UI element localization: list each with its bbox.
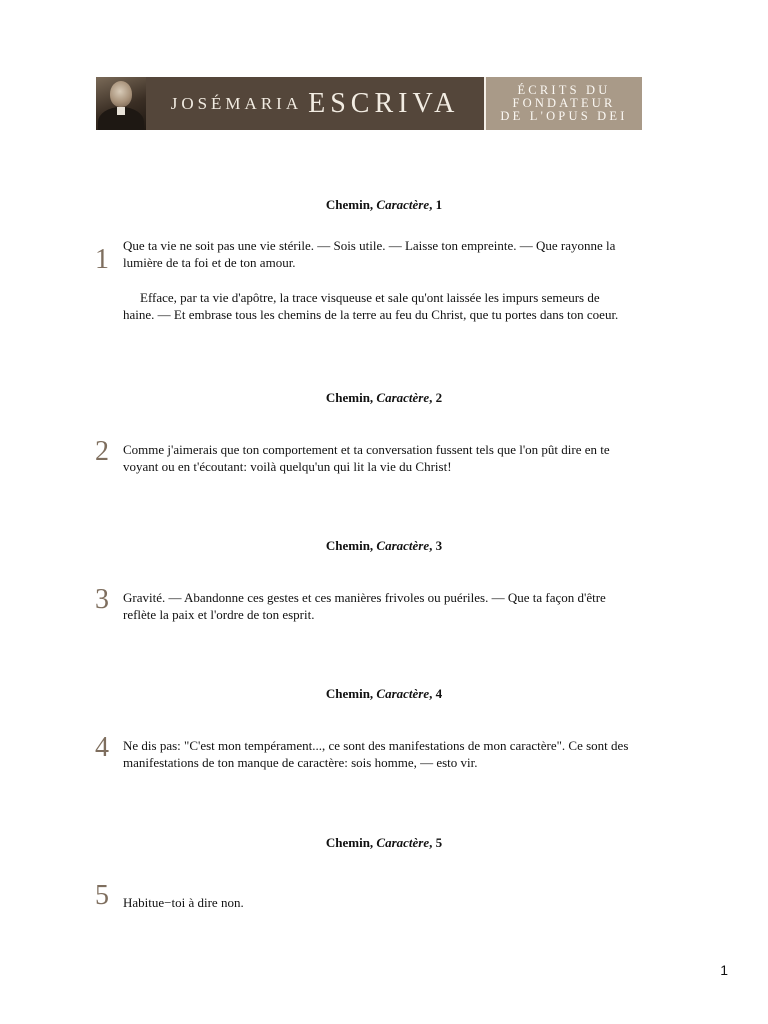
author-portrait (96, 77, 146, 130)
banner-subtitle-line: DE L'OPUS DEI (500, 109, 628, 123)
heading-text: Chemin, (325, 197, 377, 212)
heading-number: , 4 (429, 686, 443, 701)
maxim-number: 3 (95, 584, 109, 615)
maxim-paragraph: Habitue−toi à dire non. (123, 895, 244, 910)
maxim-number: 4 (95, 732, 109, 763)
heading-italic: Caractère (376, 835, 430, 850)
heading-italic: Caractère (376, 197, 430, 212)
author-last-name: ESCRIVA (308, 87, 460, 119)
heading-italic: Caractère (376, 686, 430, 701)
maxim-number: 2 (95, 436, 109, 467)
author-name (146, 77, 486, 130)
author-first-names: JOSÉMARIA (170, 93, 303, 113)
heading-number: , 1 (429, 197, 443, 212)
heading-number: , 2 (429, 390, 443, 405)
heading-italic: Caractère (376, 538, 430, 553)
maxim-paragraph: Ne dis pas: "C'est mon tempérament..., ce sont des manifestations de mon caractère". Ce sont des manifestations de ton manque de caractère: sois homme, — esto vir. (123, 738, 629, 770)
maxim-number: 5 (95, 880, 109, 911)
heading-italic: Caractère (376, 390, 430, 405)
heading-text: Chemin, (325, 538, 377, 553)
banner-subtitle-line: FONDATEUR (512, 96, 616, 110)
maxim-paragraph: Comme j'aimerais que ton comportement et ta conversation fussent tels que l'on pût dire en te voyant ou en t'écoutant: voilà quelqu'un qui lit la vie du Christ! (123, 442, 610, 474)
heading-text: Chemin, (325, 835, 377, 850)
maxim-paragraph: Que ta vie ne soit pas une vie stérile. — Sois utile. — Laisse ton empreinte. — Que rayonne la lumière de ta foi et de ton amour. (123, 238, 616, 270)
maxim-paragraph: Gravité. — Abandonne ces gestes et ces manières frivoles ou puériles. — Que ta façon d'être reflète la paix et l'ordre de ton esprit. (123, 590, 606, 622)
maxim-number: 1 (95, 244, 109, 275)
heading-text: Chemin, (325, 686, 377, 701)
section-heading (0, 686, 768, 702)
section-heading (0, 538, 768, 554)
header-banner (96, 77, 642, 130)
section-heading (0, 835, 768, 851)
page-number: 1 (720, 962, 728, 978)
maxim-paragraph: Efface, par ta vie d'apôtre, la trace visqueuse et sale qu'ont laissée les impurs semeurs de haine. — Et embrase tous les chemins de la terre au feu du Christ, que tu portes dans ton coeur. (123, 290, 619, 322)
heading-number: , 3 (429, 538, 443, 553)
banner-subtitle-line: ÉCRITS DU (517, 83, 611, 97)
section-heading (0, 390, 768, 406)
heading-text: Chemin, (325, 390, 377, 405)
heading-number: , 5 (429, 835, 443, 850)
banner-subtitle (486, 77, 642, 130)
section-heading (0, 197, 768, 213)
